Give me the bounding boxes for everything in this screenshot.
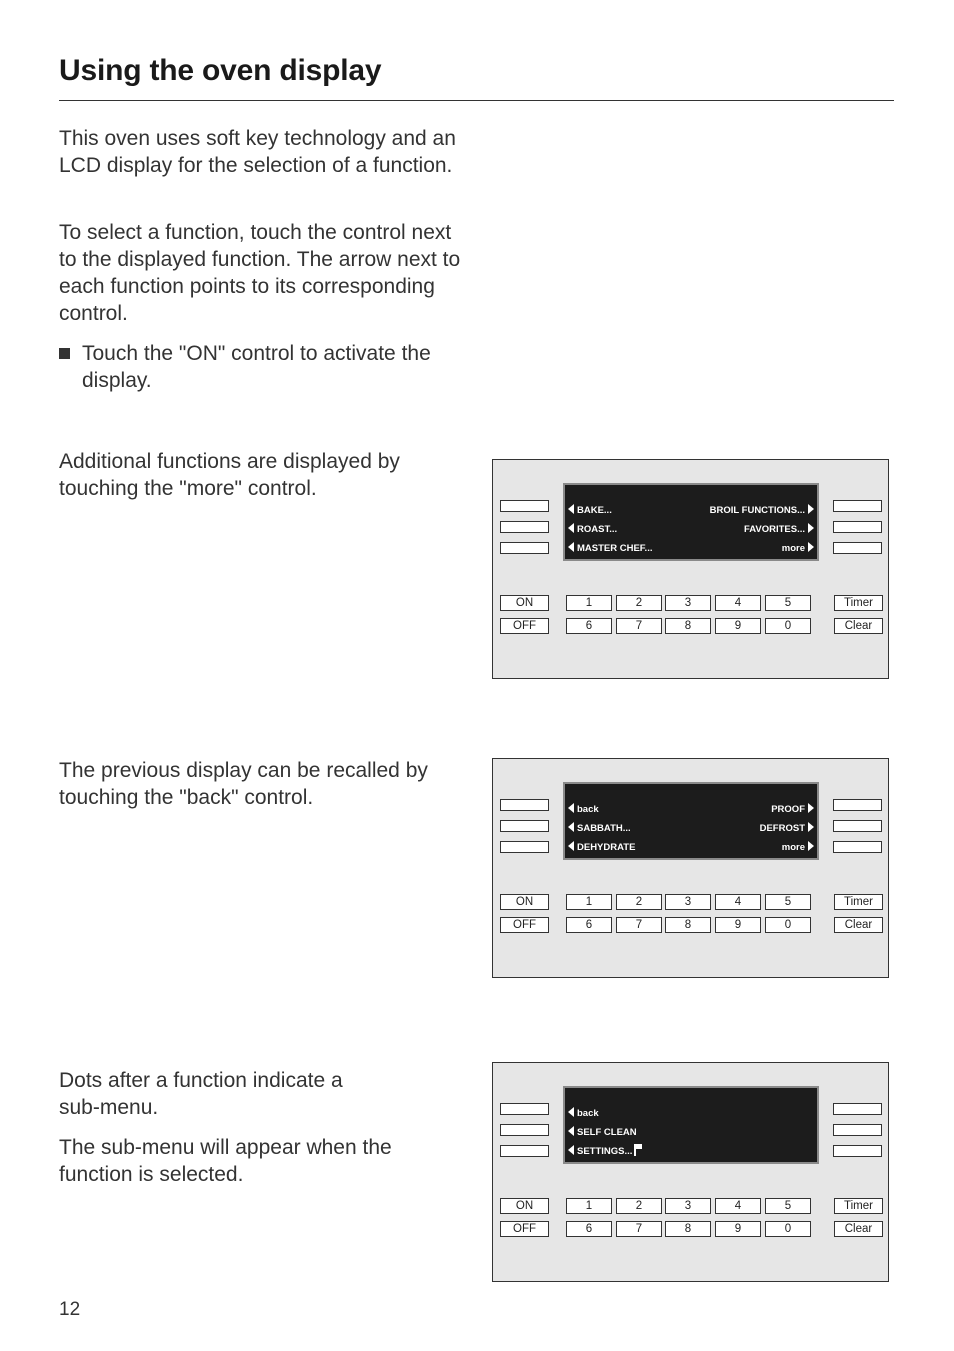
right-softkey-3[interactable]	[833, 841, 882, 853]
left-softkey-2[interactable]	[500, 820, 549, 832]
arrow-left-icon	[568, 504, 574, 514]
lcd-display	[563, 483, 819, 561]
left-softkey-3[interactable]	[500, 542, 549, 554]
off-button[interactable]: OFF	[500, 1221, 549, 1237]
key-2[interactable]: 2	[616, 595, 662, 611]
lcd-item-settings: SETTINGS...	[568, 1144, 642, 1160]
lcd-item-sabbath: SABBATH...	[568, 821, 631, 837]
bullet-text: Touch the "ON" control to activate the display.	[82, 342, 431, 392]
lcd-item-master-chef: MASTER CHEF...	[568, 541, 652, 557]
right-softkey-2[interactable]	[833, 820, 882, 832]
key-0[interactable]: 0	[765, 917, 811, 933]
key-1[interactable]: 1	[566, 894, 612, 910]
section1-text: Additional functions are displayed by touching the "more" control.	[59, 450, 400, 500]
section2-text: The previous display can be recalled by touching the "back" control.	[59, 759, 428, 809]
key-5[interactable]: 5	[765, 894, 811, 910]
left-softkey-2[interactable]	[500, 521, 549, 533]
key-2[interactable]: 2	[616, 894, 662, 910]
bullet-square-icon	[59, 348, 70, 359]
title-rule	[59, 100, 894, 101]
lcd-item-more: more	[782, 541, 814, 557]
key-6[interactable]: 6	[566, 618, 612, 634]
key-1[interactable]: 1	[566, 595, 612, 611]
key-4[interactable]: 4	[715, 1198, 761, 1214]
arrow-left-icon	[568, 822, 574, 832]
key-4[interactable]: 4	[715, 595, 761, 611]
key-5[interactable]: 5	[765, 595, 811, 611]
on-button[interactable]: ON	[500, 1198, 549, 1214]
arrow-right-icon	[808, 523, 814, 533]
key-5[interactable]: 5	[765, 1198, 811, 1214]
key-3[interactable]: 3	[665, 595, 711, 611]
arrow-left-icon	[568, 841, 574, 851]
arrow-left-icon	[568, 542, 574, 552]
key-2[interactable]: 2	[616, 1198, 662, 1214]
clear-button[interactable]: Clear	[834, 1221, 883, 1237]
oven-panel-1	[492, 459, 889, 679]
timer-button[interactable]: Timer	[834, 894, 883, 910]
left-softkey-2[interactable]	[500, 1124, 549, 1136]
arrow-left-icon	[568, 1126, 574, 1136]
clear-button[interactable]: Clear	[834, 917, 883, 933]
right-softkey-1[interactable]	[833, 799, 882, 811]
key-8[interactable]: 8	[665, 1221, 711, 1237]
key-6[interactable]: 6	[566, 1221, 612, 1237]
page-number: 12	[59, 1299, 81, 1320]
key-9[interactable]: 9	[715, 1221, 761, 1237]
arrow-left-icon	[568, 1107, 574, 1117]
lcd-display	[563, 1086, 819, 1164]
right-softkey-2[interactable]	[833, 521, 882, 533]
lcd-item-more: more	[782, 840, 814, 856]
right-softkey-1[interactable]	[833, 500, 882, 512]
key-1[interactable]: 1	[566, 1198, 612, 1214]
intro-paragraph-2: To select a function, touch the control next to the displayed function. The arrow next to each function points to its corresponding control.	[59, 221, 461, 325]
flag-icon	[634, 1144, 642, 1156]
right-softkey-2[interactable]	[833, 1124, 882, 1136]
timer-button[interactable]: Timer	[834, 595, 883, 611]
bullet-item	[59, 340, 469, 394]
timer-button[interactable]: Timer	[834, 1198, 883, 1214]
intro-paragraph-1: This oven uses soft key technology and an LCD display for the selection of a function.	[59, 127, 456, 177]
off-button[interactable]: OFF	[500, 917, 549, 933]
left-softkey-1[interactable]	[500, 799, 549, 811]
key-7[interactable]: 7	[616, 917, 662, 933]
key-9[interactable]: 9	[715, 618, 761, 634]
key-3[interactable]: 3	[665, 1198, 711, 1214]
oven-panel-2	[492, 758, 889, 978]
left-softkey-1[interactable]	[500, 500, 549, 512]
key-7[interactable]: 7	[616, 618, 662, 634]
right-softkey-3[interactable]	[833, 542, 882, 554]
left-softkey-3[interactable]	[500, 1145, 549, 1157]
key-8[interactable]: 8	[665, 618, 711, 634]
lcd-item-self-clean: SELF CLEAN	[568, 1125, 637, 1141]
arrow-right-icon	[808, 822, 814, 832]
section3-text-2: The sub-menu will appear when the function is selected.	[59, 1136, 392, 1186]
oven-panel-3	[492, 1062, 889, 1282]
arrow-left-icon	[568, 803, 574, 813]
lcd-display	[563, 782, 819, 860]
lcd-item-back: back	[568, 1106, 599, 1122]
key-0[interactable]: 0	[765, 618, 811, 634]
left-softkey-1[interactable]	[500, 1103, 549, 1115]
lcd-item-proof: PROOF	[771, 802, 814, 818]
lcd-item-bake: BAKE...	[568, 503, 612, 519]
arrow-right-icon	[808, 803, 814, 813]
lcd-item-dehydrate: DEHYDRATE	[568, 840, 635, 856]
left-softkey-3[interactable]	[500, 841, 549, 853]
lcd-item-broil-functions: BROIL FUNCTIONS...	[710, 503, 814, 519]
right-softkey-1[interactable]	[833, 1103, 882, 1115]
clear-button[interactable]: Clear	[834, 618, 883, 634]
right-softkey-3[interactable]	[833, 1145, 882, 1157]
arrow-right-icon	[808, 841, 814, 851]
page-title: Using the oven display	[59, 54, 382, 87]
lcd-item-favorites: FAVORITES...	[744, 522, 814, 538]
on-button[interactable]: ON	[500, 595, 549, 611]
off-button[interactable]: OFF	[500, 618, 549, 634]
arrow-right-icon	[808, 542, 814, 552]
lcd-item-back: back	[568, 802, 599, 818]
lcd-item-roast: ROAST...	[568, 522, 617, 538]
arrow-left-icon	[568, 1145, 574, 1155]
key-7[interactable]: 7	[616, 1221, 662, 1237]
section3-text-1: Dots after a function indicate a sub-menu.	[59, 1069, 343, 1119]
arrow-left-icon	[568, 523, 574, 533]
on-button[interactable]: ON	[500, 894, 549, 910]
key-3[interactable]: 3	[665, 894, 711, 910]
lcd-item-defrost: DEFROST	[760, 821, 814, 837]
key-0[interactable]: 0	[765, 1221, 811, 1237]
key-8[interactable]: 8	[665, 917, 711, 933]
key-9[interactable]: 9	[715, 917, 761, 933]
key-4[interactable]: 4	[715, 894, 761, 910]
key-6[interactable]: 6	[566, 917, 612, 933]
arrow-right-icon	[808, 504, 814, 514]
